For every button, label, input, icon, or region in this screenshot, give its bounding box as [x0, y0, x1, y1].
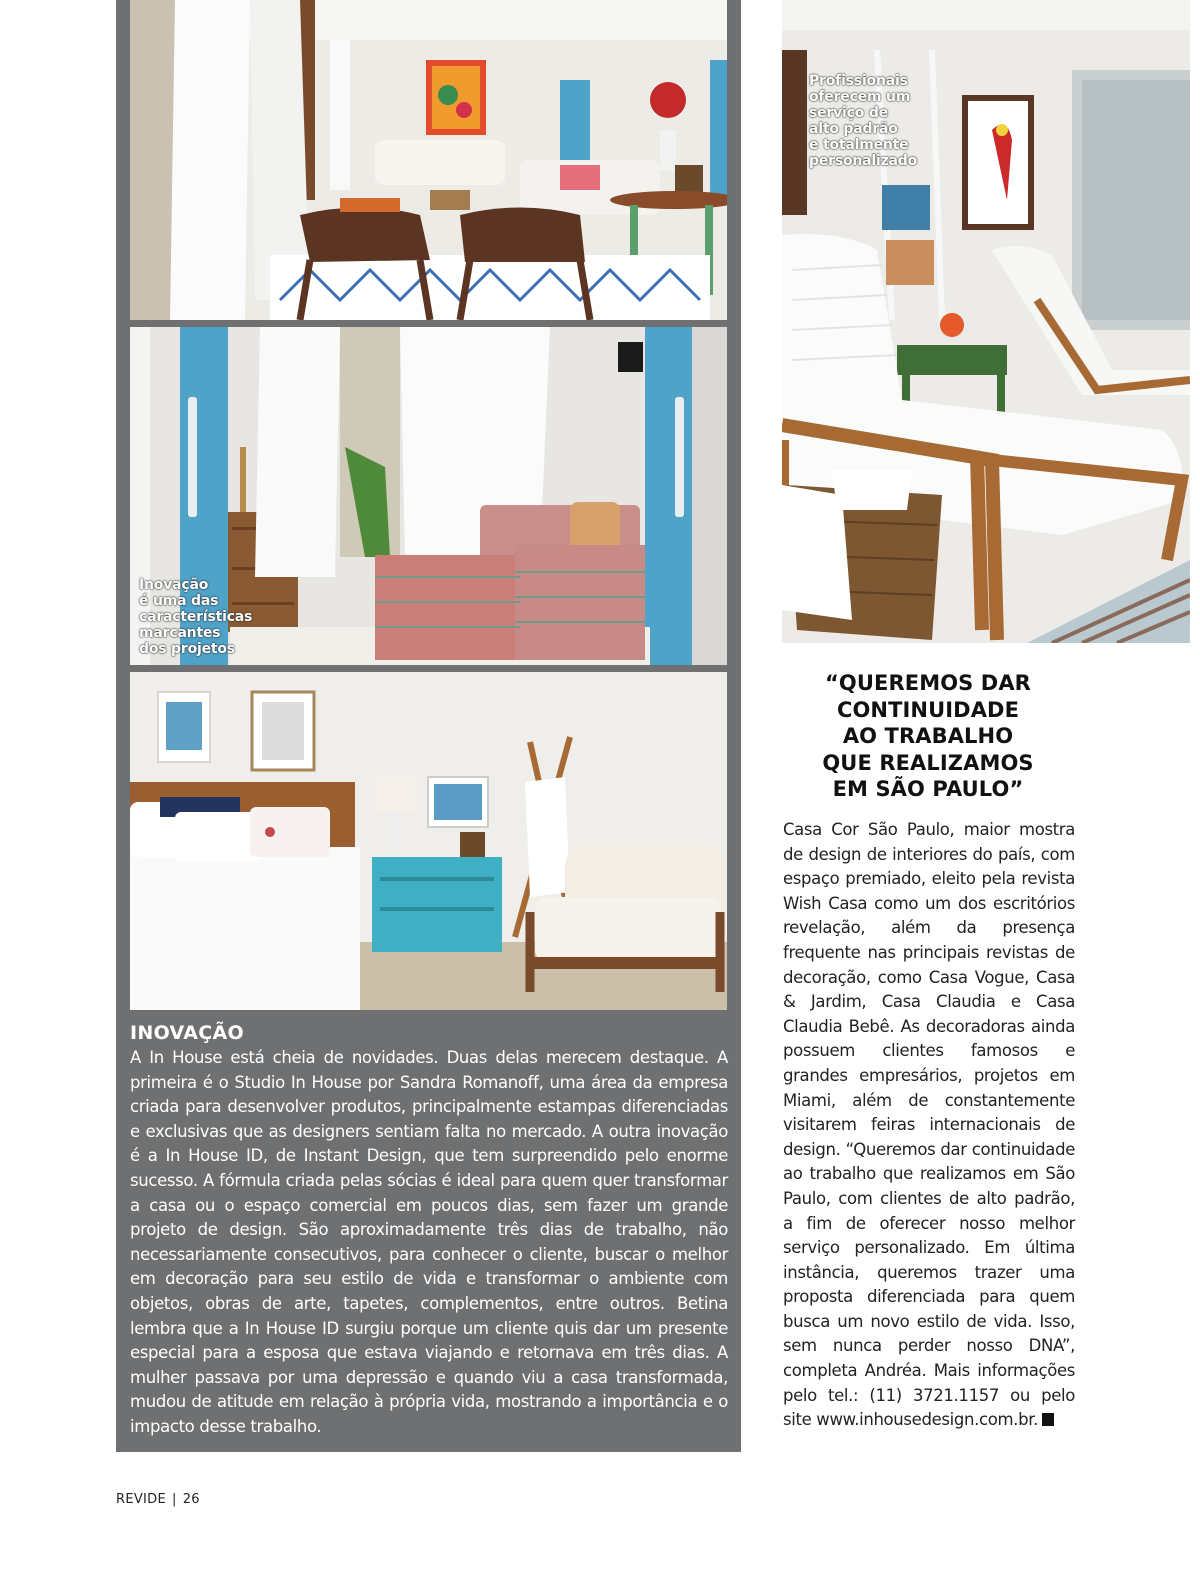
living-room-photo	[130, 0, 727, 320]
left-article-body: A In House está cheia de novidades. Duas delas merecem destaque. A primeira é o Studio In House por Sandra Romanoff, uma área da empresa criada para desenvolver produtos, principalmente estampas diferenciadas e exclusivas que as designers sentiam falta no mercado. A outra inovação é a In House ID, de Instant Design, que tem surpreendido pelo enorme sucesso. A fórmula criada pelas sócias é ideal para quem quer transformar a casa ou o espaço comercial em poucos dias, sem fazer um grande projeto de design. São aproximadamente três dias de trabalho, não necessariamente consecutivos, para conhecer o cliente, buscar o melhor em decoração para seu estilo de vida e transformar o ambiente com objetos, obras de arte, tapetes, complementos, entre outros. Betina lembra que a In House ID surgiu porque um cliente quis dar um presente especial para a esposa que estava viajando e retornava em três dias. A mulher passava por uma depressão e quando viu a casa transformada, mudou de atitude em relação à própria vida, mostrando a importância e o impacto desse trabalho.	[130, 1048, 728, 1436]
footer-separator: |	[172, 1492, 177, 1507]
pull-quote: “QUEREMOS DAR CONTINUIDADE AO TRABALHO QUE REALIZAMOS EM SÃO PAULO”	[822, 671, 1034, 801]
section-heading-inovacao: INOVAÇÃO	[130, 1022, 244, 1044]
magazine-name: REVIDE	[116, 1492, 166, 1507]
photo-caption-profissionais: Profissionais oferecem um serviço de alto padrão e totalmente personalizado	[809, 73, 918, 169]
photo-caption-inovacao: Inovação é uma das características marcantes dos projetos	[139, 577, 253, 657]
end-of-article-icon	[1042, 1413, 1054, 1426]
bedroom-photo	[130, 672, 727, 1010]
left-article	[130, 1022, 728, 1440]
right-article-body-text: Casa Cor São Paulo, maior mostra de design de interiores do país, com espaço premiado, eleito pela revista Wish Casa como um dos escritórios revelação, além da presença frequente nas principais revistas de decoração, como Casa Vogue, Casa & Jardim, Casa Claudia e Casa Claudia Bebê. As decoradoras ainda possuem clientes famosos e grandes empresários, projetos em Miami, além de constantemente visitarem feiras internacionais de design. “Queremos dar continuidade ao trabalho que realizamos em São Paulo, com clientes de alto padrão, a fim de oferecer nosso melhor serviço personalizado. Em última instância, queremos trazer uma proposta diferenciada para quem busca um novo estilo de vida. Isso, sem nunca perder nosso DNA”, completa Andréa. Mais informações pelo tel.: (11) 3721.1157 ou pelo site www.inhousedesign.com.br.	[783, 820, 1075, 1430]
page-number: 26	[182, 1492, 200, 1507]
page-footer	[116, 1492, 200, 1507]
right-article-body	[783, 818, 1075, 1433]
